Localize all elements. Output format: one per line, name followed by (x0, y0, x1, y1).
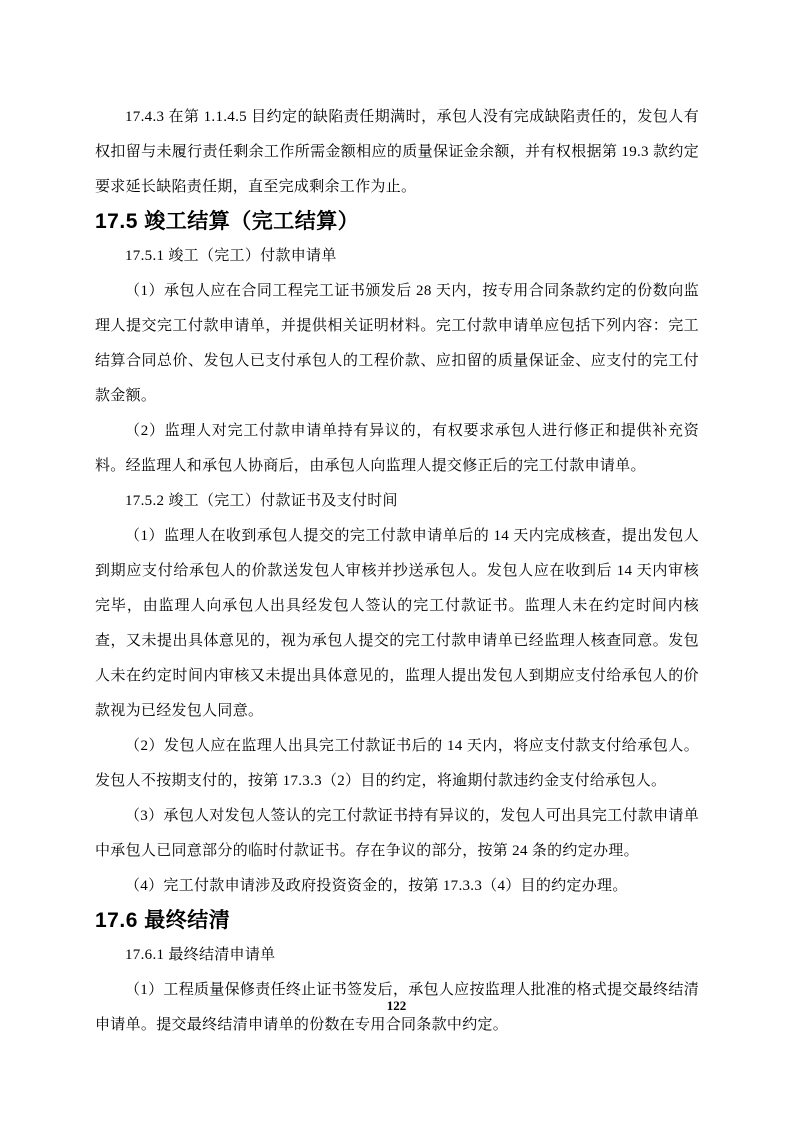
clause-17-5-2-item-4: （4）完工付款申请涉及政府投资资金的，按第 17.3.3（4）目的约定办理。 (125, 878, 628, 894)
clause-17-5-1-item-2: （2）监理人对完工付款申请单持有异议的，有权要求承包人进行修正和提供补充资料。经监理人和承包人协商后，由承包人向监理人提交修正后的完工付款申请单。 (95, 423, 699, 474)
section-heading-17-5: 17.5 竣工结算（完工结算） (95, 210, 360, 233)
clause-17-6-1-item-1: （1）工程质量保修责任终止证书签发后，承包人应按监理人批准的格式提交最终结清申请单。提交最终结清申请单的份数在专用合同条款中约定。 (95, 982, 699, 1033)
document-body (95, 100, 699, 1043)
clause-heading-17-5-2: 17.5.2 竣工（完工）付款证书及支付时间 (125, 493, 398, 509)
clause-17-5-2-item-2: （2）发包人应在监理人出具完工付款证书后的 14 天内，将应支付款支付给承包人。发包人不按期支付的，按第 17.3.3（2）目的约定，将逾期付款违约金支付给承包人。 (95, 738, 699, 789)
clause-heading-17-5-1: 17.5.1 竣工（完工）付款申请单 (125, 248, 337, 264)
clause-17-4-3: 17.4.3 在第 1.1.4.5 目约定的缺陷责任期满时，承包人没有完成缺陷责任的，发包人有权扣留与未履行责任剩余工作所需金额相应的质量保证金余额，并有权根据第 19.3 款约定要求延长缺陷责任期，直至完成剩余工作为止。 (95, 109, 699, 195)
clause-17-5-1-item-1: （1）承包人应在合同工程完工证书颁发后 28 天内，按专用合同条款约定的份数向监理人提交完工付款申请单，并提供相关证明材料。完工付款申请单应包括下列内容：完工结算合同总价、发包人已支付承包人的工程价款、应扣留的质量保证金、应支付的完工付款金额。 (95, 283, 699, 404)
clause-17-5-2-item-1: （1）监理人在收到承包人提交的完工付款申请单后的 14 天内完成核查，提出发包人到期应支付给承包人的价款送发包人审核并抄送承包人。发包人应在收到后 14 天内审核完毕，由监理人向承包人出具经发包人签认的完工付款证书。监理人未在约定时间内核查，又未提出具体意见的，视为承包人提交的完工付款申请单已经监理人核查同意。发包人未在约定时间内审核又未提出具体意见的，监理人提出发包人到期应支付给承包人的价款视为已经发包人同意。 (95, 528, 699, 719)
section-heading-17-6: 17.6 最终结清 (95, 909, 231, 932)
page-number: 122 (386, 998, 407, 1013)
clause-heading-17-6-1: 17.6.1 最终结清申请单 (125, 947, 276, 963)
clause-17-5-2-item-3: （3）承包人对发包人签认的完工付款证书持有异议的，发包人可出具完工付款申请单中承包人已同意部分的临时付款证书。存在争议的部分，按第 24 条的约定办理。 (95, 808, 699, 859)
